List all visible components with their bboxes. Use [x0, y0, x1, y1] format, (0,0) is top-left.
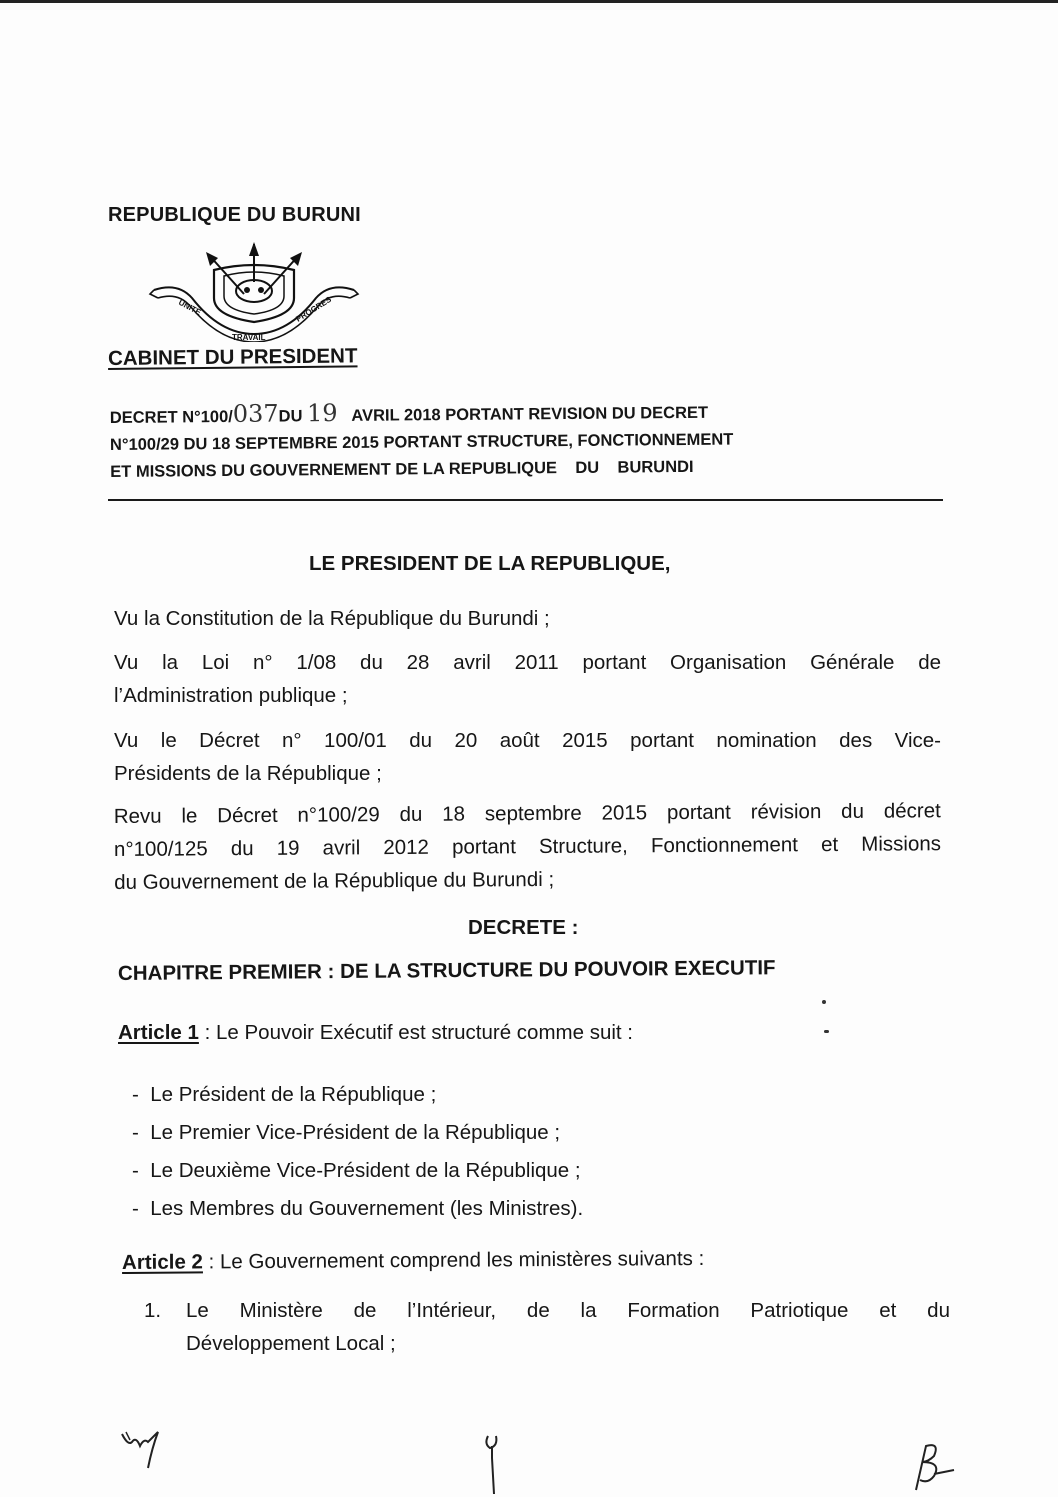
coat-of-arms-icon [148, 242, 360, 342]
vu-decret: Vu le Décret n° 100/01 du 20 août 2015 portant nomination des Vice- Présidents de la République ; [114, 729, 941, 785]
list-item: - Les Membres du Gouvernement (les Ministres). [132, 1197, 584, 1220]
vu-constitution: Vu la Constitution de la République du Burundi ; [114, 607, 550, 630]
decree-title [110, 397, 734, 486]
decree-title-line-1: DECRET N°100/037DU 19 AVRIL 2018 PORTANT REVISION DU DECRET [109, 399, 709, 428]
handwritten-day: 19 [306, 399, 338, 428]
scan-speck [824, 1030, 829, 1033]
country-name: REPUBLIQUE DU BURUNI [108, 204, 361, 226]
svg-text:TRAVAIL: TRAVAIL [232, 333, 266, 342]
handwritten-decree-number: 037 [232, 399, 279, 428]
list-item: - Le Deuxième Vice-Président de la République ; [132, 1159, 581, 1182]
decree-title-line-3: ET MISSIONS DU GOUVERNEMENT DE LA REPUBLIQUE DU BURUNDI [110, 457, 694, 481]
ministry-item-1-number: 1. [144, 1299, 162, 1322]
scan-top-edge [0, 0, 1058, 3]
vu-loi: Vu la Loi n° 1/08 du 28 avril 2011 portant Organisation Générale de l’Administration publique ; [114, 651, 941, 707]
decree-title-line-2: N°100/29 DU 18 SEPTEMBRE 2015 PORTANT STRUCTURE, FONCTIONNEMENT [109, 430, 734, 454]
signature-initials-center [478, 1428, 508, 1496]
list-item: - Le Président de la République ; [132, 1083, 437, 1106]
scan-speck [822, 1000, 826, 1004]
article-1-list [132, 1076, 583, 1228]
svg-text:UNITE: UNITE [177, 297, 203, 318]
title-underline [108, 499, 943, 501]
revu-decret: Revu le Décret n°100/29 du 18 septembre 2015 portant révision du décret n°100/125 du 19 avril 2012 portant Structure, Fonctionnement et Missions du Gouvernement de la République du Burundi ; [113, 799, 942, 894]
signature-initials-left [118, 1428, 166, 1472]
list-item: - Le Premier Vice-Président de la République ; [132, 1121, 561, 1144]
article-2-intro: Article 2 : Le Gouvernement comprend les ministères suivants : [121, 1246, 705, 1274]
article-2-label: Article 2 [121, 1250, 203, 1274]
cabinet-heading: CABINET DU PRESIDENT [107, 344, 358, 370]
ministry-item-1: 1. Le Ministère de l’Intérieur, de la Formation Patriotique et du Développement Local ; [144, 1294, 950, 1360]
article-1-intro: Article 1 : Le Pouvoir Exécutif est structuré comme suit : [118, 1021, 633, 1044]
decrete-heading: DECRETE : [468, 916, 579, 939]
president-heading: LE PRESIDENT DE LA REPUBLIQUE, [309, 552, 671, 575]
chapter-1-heading: CHAPITRE PREMIER : DE LA STRUCTURE DU POUVOIR EXECUTIF [117, 956, 776, 985]
signature-initials-right [898, 1440, 958, 1494]
article-1-label: Article 1 [118, 1021, 199, 1044]
svg-text:PROGRES: PROGRES [294, 294, 333, 324]
